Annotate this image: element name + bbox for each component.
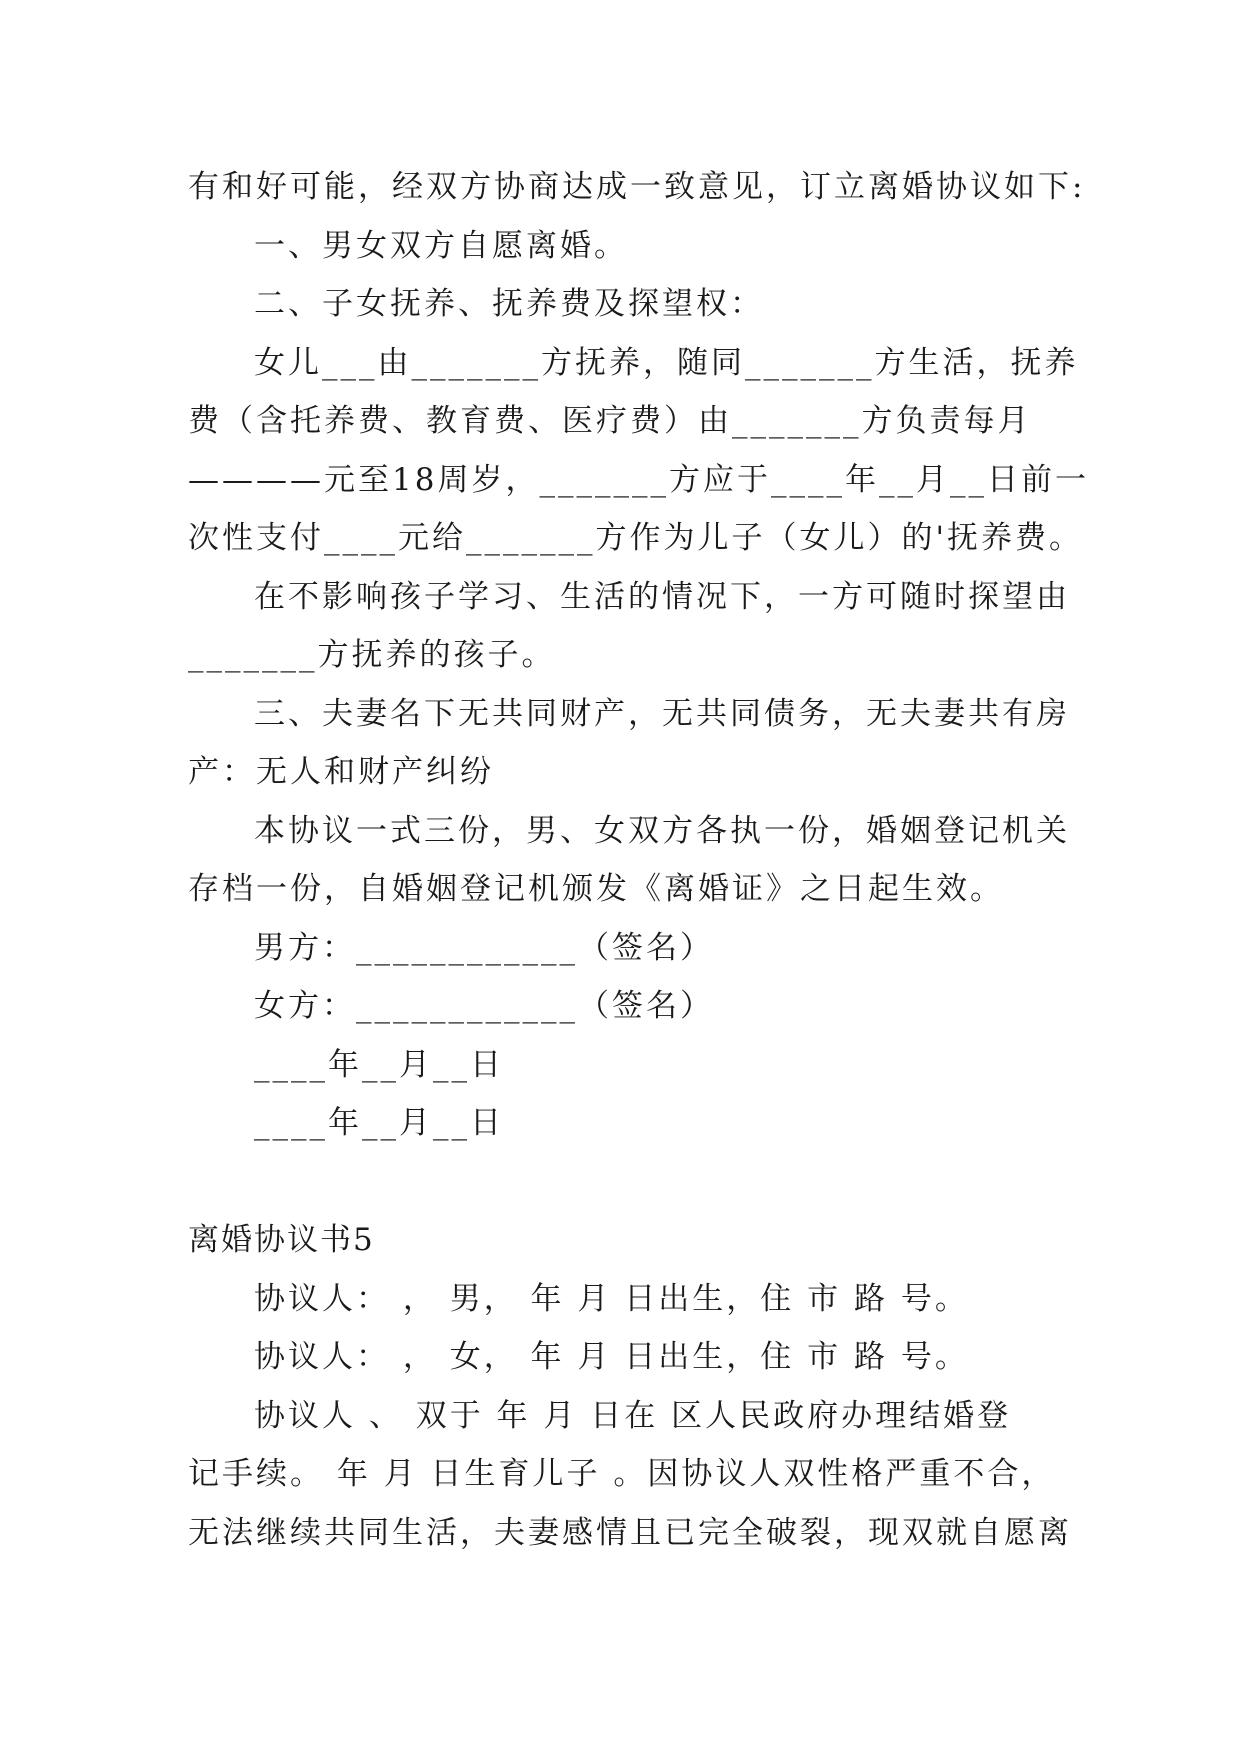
section-title: 离婚协议书5 (188, 1222, 375, 1258)
female-signature-line: 女方：____________（签名） (254, 988, 714, 1024)
text-line: 费（含托养费、教育费、医疗费）由_______方负责每月 (188, 403, 1032, 439)
spacer (188, 1153, 1068, 1212)
clause-two-heading: 二、子女抚养、抚养费及探望权： (254, 286, 764, 322)
text-line: _______方抚养的孩子。 (188, 637, 556, 673)
document-body (188, 158, 1089, 1562)
text-line: 记手续。 年 月 日生育儿子 。因协议人双性格严重不合， (188, 1456, 1056, 1492)
text-line: 产：无人和财产纠纷 (188, 754, 494, 790)
text-line: 在不影响孩子学习、生活的情况下，一方可随时探望由 (254, 578, 1070, 615)
text-line: 无法继续共同生活，夫妻感情且已完全破裂，现双就自愿离 (188, 1514, 1072, 1551)
text-line: 次性支付____元给_______方作为儿子（女儿）的'抚养费。 (188, 520, 1084, 556)
male-signature-line: 男方：____________（签名） (254, 929, 714, 966)
party-one-line: 协议人： ， 男， 年 月 日出生，住 市 路 号。 (254, 1280, 969, 1317)
text-line: 女儿___由_______方抚养，随同_______方生活，抚养 (254, 344, 1079, 381)
date-line: ____年__月__日 (254, 1046, 504, 1083)
text-line: 有和好可能，经双方协商达成一致意见，订立离婚协议如下: (188, 169, 1086, 205)
party-two-line: 协议人： ， 女， 年 月 日出生，住 市 路 号。 (254, 1339, 969, 1375)
clause-three: 三、夫妻名下无共同财产，无共同债务，无夫妻共有房 (254, 695, 1070, 732)
text-line: ————元至18周岁，_______方应于____年__月__日前一 (188, 461, 1089, 498)
text-line: 本协议一式三份，男、女双方各执一份，婚姻登记机关 (254, 812, 1070, 849)
text-line: 协议人 、 双于 年 月 日在 区人民政府办理结婚登 (254, 1397, 1012, 1434)
date-line: ____年__月__日 (254, 1105, 504, 1141)
clause-one: 一、男女双方自愿离婚。 (254, 227, 628, 264)
text-line: 存档一份，自婚姻登记机颁发《离婚证》之日起生效。 (188, 871, 1004, 907)
